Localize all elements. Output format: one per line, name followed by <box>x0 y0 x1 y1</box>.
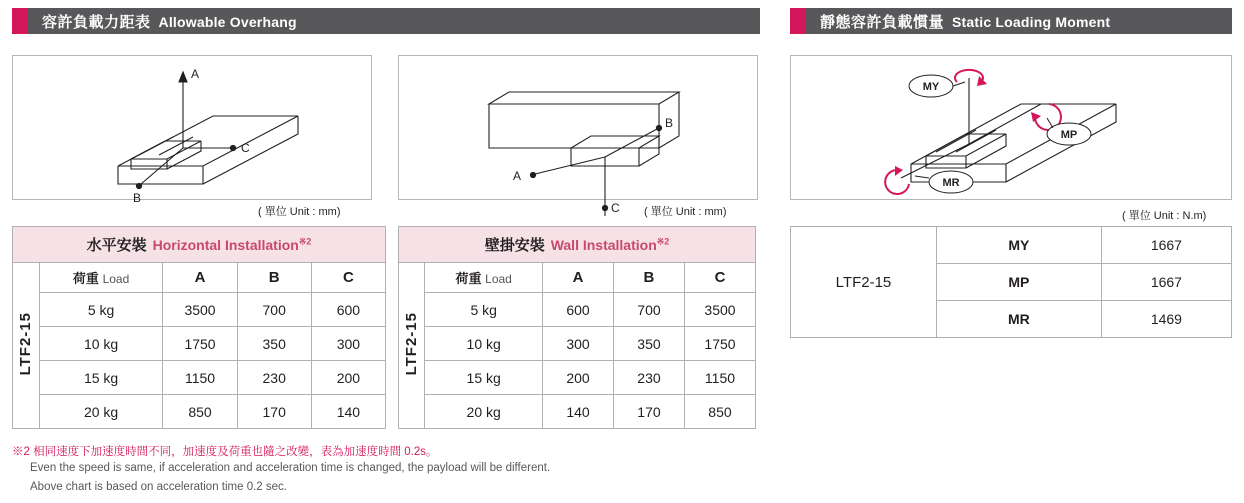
figure-label-C: C <box>241 141 250 155</box>
table-row <box>13 361 386 395</box>
header-accent-tick-right <box>790 8 806 34</box>
table-header-row <box>13 263 386 293</box>
cell-c: 140 <box>311 395 385 429</box>
footnote-line-2: Even the speed is same, if acceleration and acceleration time is changed, the payload will be different. <box>30 462 551 474</box>
unit-note-horizontal: ( 單位 Unit : mm) <box>258 206 341 218</box>
cell-load: 15 kg <box>425 361 543 395</box>
caption-zh: 壁掛安裝 <box>484 237 545 254</box>
cell-b: 350 <box>613 327 684 361</box>
cell-a: 1750 <box>163 327 237 361</box>
column-header-load-zh: 荷重 <box>455 271 482 286</box>
section-title-zh: 容許負載力距表 <box>42 13 151 31</box>
cell-load: 10 kg <box>425 327 543 361</box>
cell-c: 600 <box>311 293 385 327</box>
figure-label-A: A <box>191 67 200 81</box>
table-row <box>13 395 386 429</box>
column-header-a: A <box>543 263 614 293</box>
caption-en: Wall Installation <box>550 237 657 253</box>
cell-a: 600 <box>543 293 614 327</box>
cell-c: 3500 <box>684 293 755 327</box>
cell-load: 5 kg <box>39 293 163 327</box>
cell-b: 170 <box>613 395 684 429</box>
cell-load: 20 kg <box>39 395 163 429</box>
column-header-c: C <box>684 263 755 293</box>
moment-value: 1469 <box>1101 301 1231 338</box>
column-header-c: C <box>311 263 385 293</box>
cell-a: 850 <box>163 395 237 429</box>
cell-c: 850 <box>684 395 755 429</box>
caption-en: Horizontal Installation <box>152 237 299 253</box>
cell-c: 1150 <box>684 361 755 395</box>
section-header-static-loading-moment <box>790 8 1232 34</box>
cell-load: 20 kg <box>425 395 543 429</box>
table-static-loading-moment <box>790 226 1232 338</box>
moment-axis-label: MP <box>936 264 1101 301</box>
figure-label-A: A <box>513 169 522 183</box>
model-label-cell <box>399 263 425 429</box>
section-title-en-right: Static Loading Moment <box>952 13 1111 30</box>
table-horizontal-installation <box>12 226 386 429</box>
table-wall-installation <box>398 226 756 429</box>
cell-b: 700 <box>237 293 311 327</box>
model-label: LTF2-15 <box>403 311 421 376</box>
figure-label-B: B <box>133 191 142 205</box>
header-accent-tick <box>12 8 28 34</box>
column-header-load-zh: 荷重 <box>72 271 99 286</box>
section-header-titles <box>28 11 297 32</box>
moment-value: 1667 <box>1101 227 1231 264</box>
cell-c: 200 <box>311 361 385 395</box>
moment-label-MP: MP <box>1060 129 1078 141</box>
cell-a: 300 <box>543 327 614 361</box>
cell-a: 1150 <box>163 361 237 395</box>
table-row <box>399 327 756 361</box>
footnote-line-1: ※2 相同速度下加速度時間不同，加速度及荷重也隨之改變，表為加速度時間 0.2s。 <box>12 446 438 458</box>
moment-value: 1667 <box>1101 264 1231 301</box>
cell-load: 10 kg <box>39 327 163 361</box>
table-row <box>399 293 756 327</box>
column-header-load-en: Load <box>102 272 130 286</box>
column-header-load <box>425 263 543 293</box>
table-row <box>399 395 756 429</box>
moment-label-MR: MR <box>942 177 960 189</box>
table-caption-row <box>13 227 386 263</box>
caption-footnote-marker: ※2 <box>656 236 670 247</box>
moment-label-MY: MY <box>922 81 940 93</box>
section-title-en: Allowable Overhang <box>158 13 297 30</box>
moment-axis-label: MY <box>936 227 1101 264</box>
table-header-row <box>399 263 756 293</box>
figure-horizontal-overhang <box>12 55 372 205</box>
figure-static-moment <box>790 55 1232 200</box>
column-header-load <box>39 263 163 293</box>
horizontal-overhang-drawing <box>13 56 371 205</box>
section-title-zh-right: 靜態容許負載慣量 <box>820 13 945 31</box>
cell-load: 15 kg <box>39 361 163 395</box>
cell-load: 5 kg <box>425 293 543 327</box>
table-row <box>791 227 1232 264</box>
model-label-cell: LTF2-15 <box>791 227 937 338</box>
caption-zh: 水平安裝 <box>86 237 147 254</box>
caption-footnote-marker: ※2 <box>298 236 312 247</box>
model-label-cell <box>13 263 40 429</box>
cell-b: 350 <box>237 327 311 361</box>
static-moment-drawing <box>791 56 1231 199</box>
section-header-titles-right <box>806 11 1110 32</box>
column-header-b: B <box>237 263 311 293</box>
cell-a: 3500 <box>163 293 237 327</box>
footnote-line-3: Above chart is based on acceleration time 0.2 sec. <box>30 481 287 493</box>
unit-note-wall: ( 單位 Unit : mm) <box>644 206 727 218</box>
column-header-load-en: Load <box>485 272 512 286</box>
cell-b: 700 <box>613 293 684 327</box>
figure-label-C: C <box>611 201 620 215</box>
table-row <box>399 361 756 395</box>
cell-a: 140 <box>543 395 614 429</box>
table-caption-row <box>399 227 756 263</box>
cell-b: 170 <box>237 395 311 429</box>
cell-b: 230 <box>613 361 684 395</box>
cell-c: 1750 <box>684 327 755 361</box>
cell-b: 230 <box>237 361 311 395</box>
cell-a: 200 <box>543 361 614 395</box>
figure-label-B: B <box>665 116 674 130</box>
moment-axis-label: MR <box>936 301 1101 338</box>
unit-note-moment: ( 單位 Unit : N.m) <box>1122 210 1207 222</box>
table-row <box>13 327 386 361</box>
column-header-a: A <box>163 263 237 293</box>
section-header-allowable-overhang <box>12 8 760 34</box>
model-label: LTF2-15 <box>17 311 35 376</box>
column-header-b: B <box>613 263 684 293</box>
table-row <box>13 293 386 327</box>
cell-c: 300 <box>311 327 385 361</box>
